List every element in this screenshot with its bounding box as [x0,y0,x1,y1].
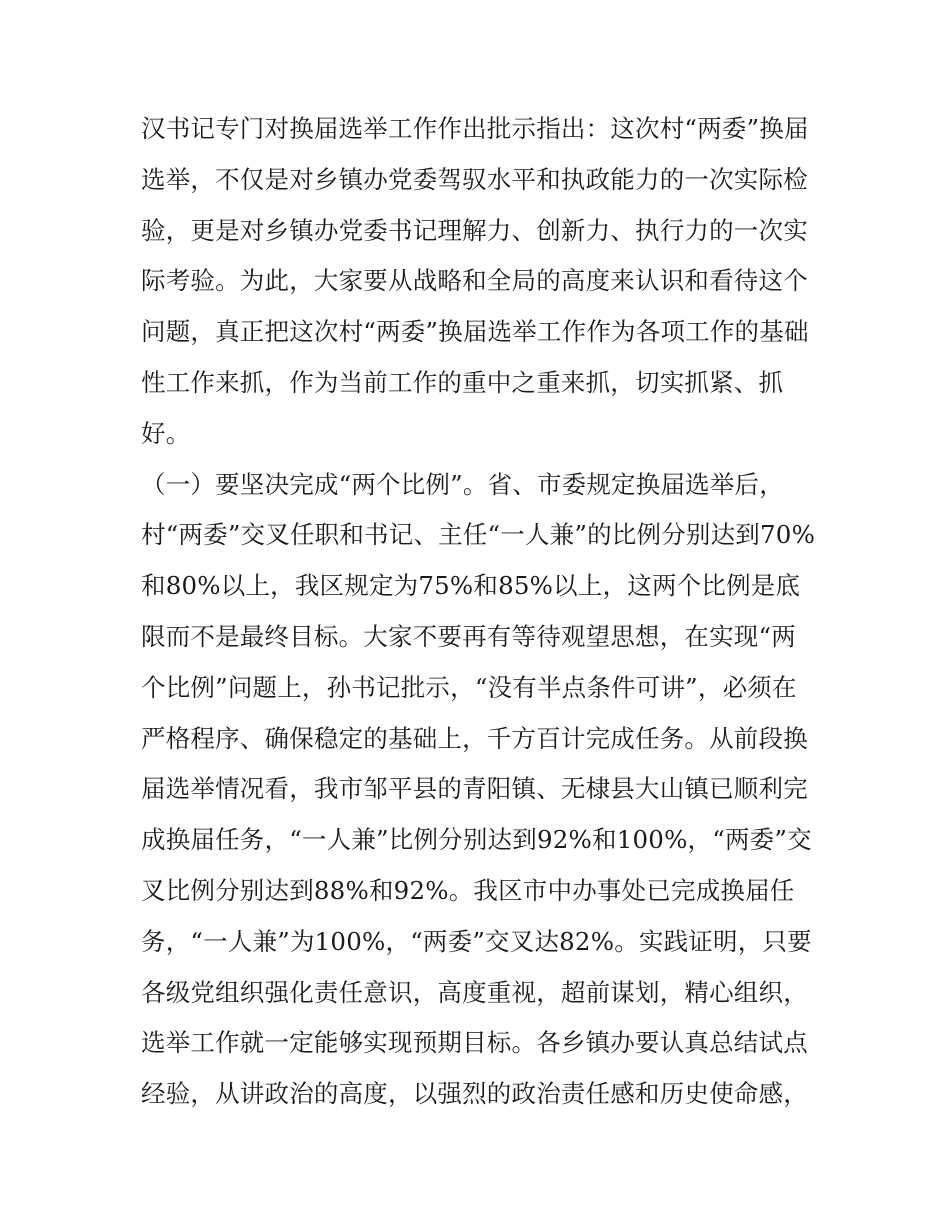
text-line: 务，“一人兼”为100%，“两委”交叉达82%。实践证明，只要 [141,926,812,956]
text-line: 和80%以上，我区规定为75%和85%以上，这两个比例是底 [141,571,801,601]
text-line: 验，更是对乡镇办党委书记理解力、创新力、执行力的一次实 [141,215,808,245]
text-line: 个比例”问题上，孙书记批示，“没有半点条件可讲”，必须在 [141,672,797,702]
text-line: 村“两委”交叉任职和书记、主任“一人兼”的比例分别达到70% [141,520,816,550]
text-line: 届选举情况看，我市邹平县的青阳镇、无棣县大山镇已顺利完 [141,774,808,804]
text-line: 好。 [141,418,191,448]
body-text [141,104,831,1120]
text-line: 成换届任务，“一人兼”比例分别达到92%和100%，“两委”交 [141,825,812,855]
text-line: 性工作来抓，作为当前工作的重中之重来抓，切实抓紧、抓 [141,367,784,397]
text-line: 各级党组织强化责任意识，高度重视，超前谋划，精心组织， [141,977,808,1007]
text-line: 汉书记专门对换届选举工作作出批示指出：这次村“两委”换届 [141,114,809,143]
text-line: 叉比例分别达到88%和92%。我区市中办事处已完成换届任 [141,875,795,905]
text-line: 选举工作就一定能够实现预期目标。各乡镇办要认真总结试点 [141,1028,808,1058]
text-line: 问题，真正把这次村“两委”换届选举工作作为各项工作的基础 [141,317,809,347]
section-heading-line: （一）要坚决完成“两个比例”。省、市委规定换届选举后， [141,469,784,499]
text-line: 经验，从讲政治的高度，以强烈的政治责任感和历史使命感， [141,1079,808,1109]
text-line: 限而不是最终目标。大家不要再有等待观望思想，在实现“两 [141,621,796,651]
text-line: 严格程序、确保稳定的基础上，千方百计完成任务。从前段换 [141,723,808,753]
text-line: 选举，不仅是对乡镇办党委驾驭水平和执政能力的一次实际检 [141,164,808,194]
text-line: 际考验。为此，大家要从战略和全局的高度来认识和看待这个 [141,266,808,296]
